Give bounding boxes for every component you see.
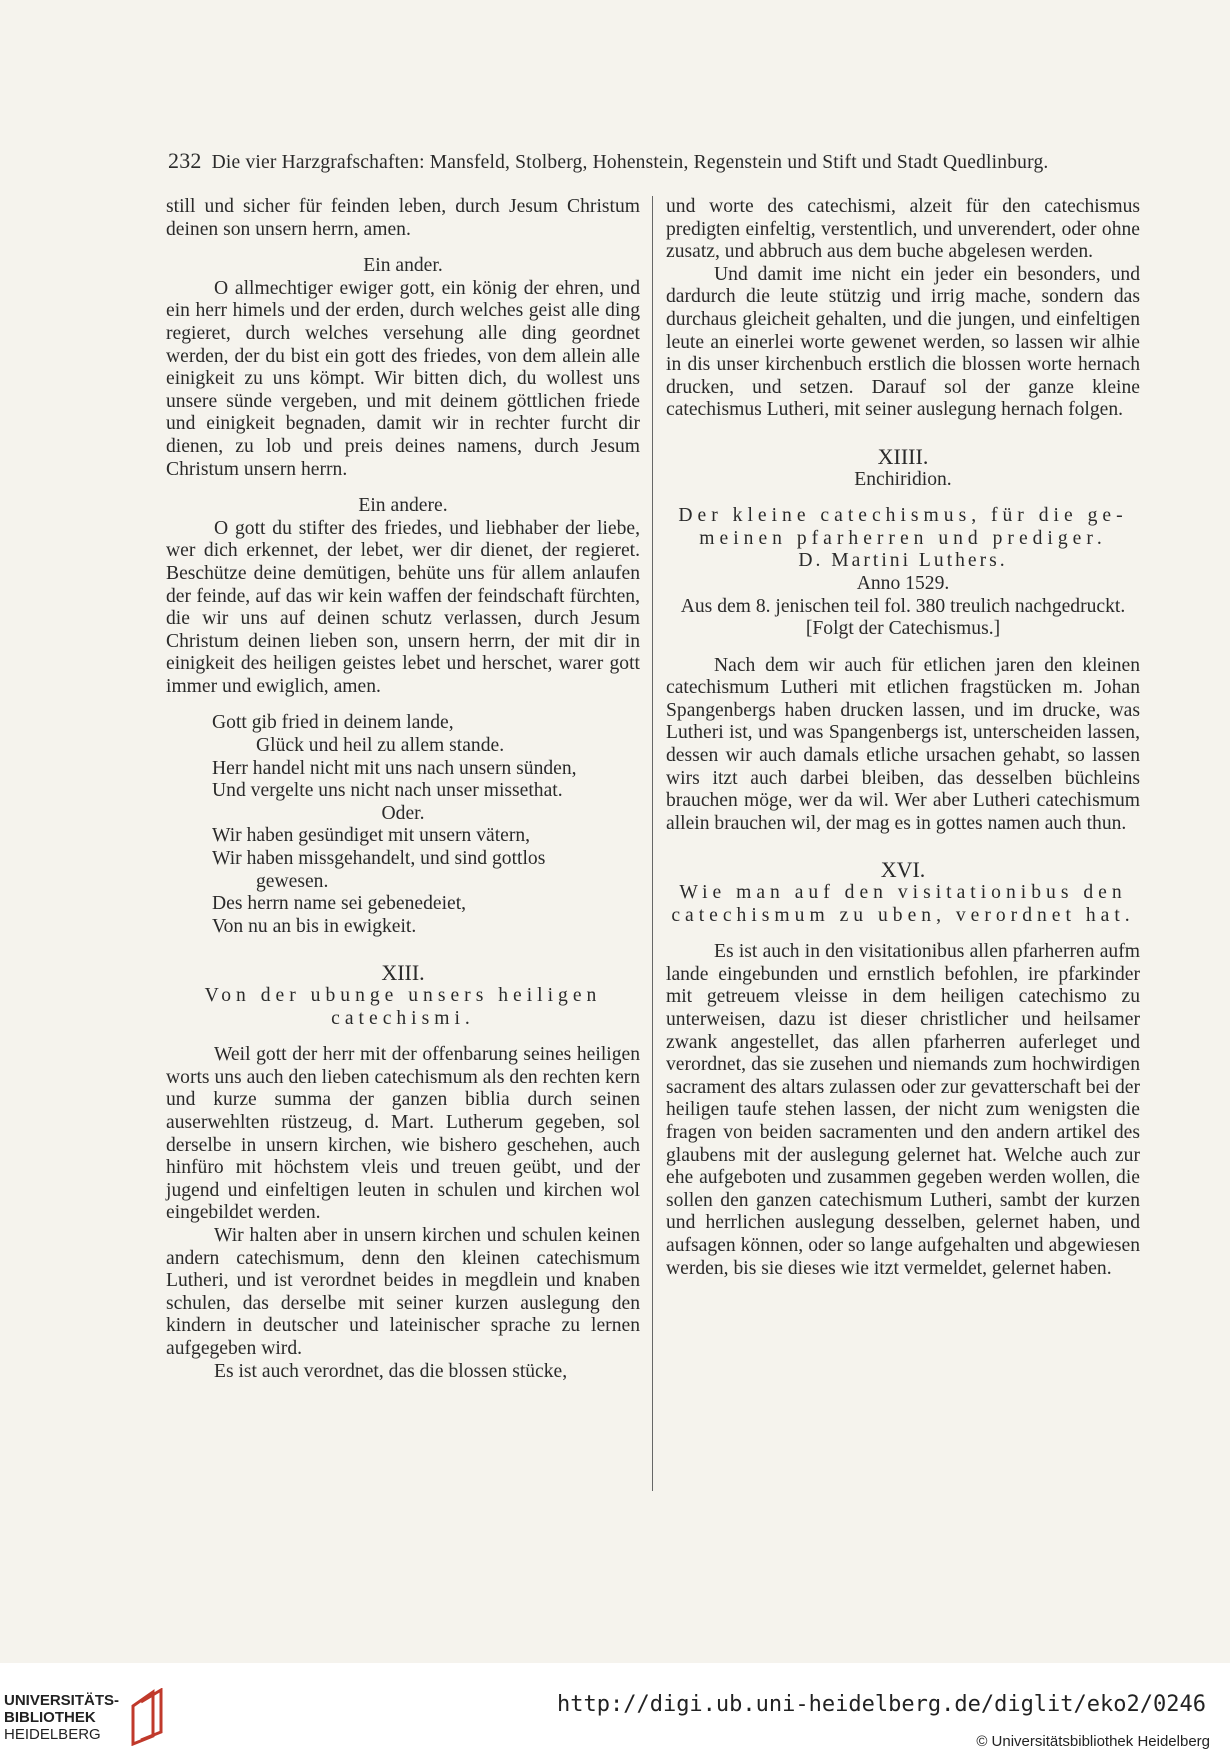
author-line: D. Martini Luthers.: [798, 550, 1008, 572]
paragraph: Es ist auch in den visitationibus allen pfarherren aufm lande eingebunden und ernstlich befohlen, ire pfarkinder mit getreuem vleisse in dem heiligen catechismo zu unterweisen, dazu ist dieser christlicher und heilsamer zwank angestellet, das allen pfarherren auferleget und verordnet, das sie zusehen und niemands zum hochwirdigen sacrament des altars zulassen oder zur gevatterschaft bei der heiligen taufe stehen lassen, der nicht zum wenigsten die fragen von beiden sacramenten und den andern artikel des glaubens mit der auslegung gelernet hat. Welche auch zur ehe aufgeboten und zusammen gegeben werden wollen, die sollen den ganzen catechismum Lutheri, sambt der kurzen und herrlichen auslegung desselben, gelernet haben, und aufsagen können, oder so lange aufgehalten und abgewiesen werden, bis sie dieses wie itzt vermeldet, gelernet haben.: [666, 941, 1140, 1279]
subheading: Ein ander.: [363, 255, 443, 277]
section-title: meinen pfarherren und prediger.: [699, 527, 1107, 549]
verse-line: Des herrn name sei gebenedeiet,: [212, 893, 467, 915]
running-header: [168, 148, 1118, 174]
section-number: XVI.: [880, 857, 926, 883]
subheading: Ein andere.: [358, 495, 448, 517]
running-title: Die vier Harzgrafschaften: Mansfeld, Stolberg, Hohenstein, Regenstein und Stift und Stadt Quedlinburg.: [211, 152, 1049, 173]
logo-line: HEIDELBERG: [4, 1725, 101, 1743]
paragraph: Weil gott der herr mit der offenbarung seines heiligen worts uns auch den lieben catechismum als den rechten kern und kurze summa der ganzen biblia durch seinen auserwehlten rüstzeug, d. Mart. Lutherum gegeben, sol derselbe in unsern kirchen, wie bishero geschehen, auch hinfüro mit höchstem vleis und treuen geübt, und der jugend und einfeltigen leuten in schulen und kirchen wol eingebildet werden.: [166, 1044, 640, 1224]
verse-line: Wir haben gesündiget mit unsern vätern,: [212, 825, 531, 847]
verse-oder: Oder.: [381, 802, 425, 824]
verse-line: Von nu an bis in ewigkeit.: [212, 915, 417, 937]
logo-text: [4, 1692, 119, 1743]
verse-line: Und vergelte uns nicht nach unser missethat.: [212, 780, 563, 802]
section-number: XIII.: [381, 960, 425, 986]
library-emblem-icon: [127, 1688, 169, 1746]
year-line: Anno 1529.: [856, 572, 950, 594]
logo-line: BIBLIOTHEK: [4, 1708, 96, 1726]
left-column: [166, 196, 640, 1383]
page-number: 232: [168, 148, 202, 173]
copyright-notice: © Universitätsbibliothek Heidelberg: [976, 1733, 1210, 1750]
paragraph: und worte des catechismi, alzeit für den catechismus predigten einfeltig, verstentlich, und unverendert, oder ohne zusatz, und abbruch aus dem buche abgelesen werden.: [666, 196, 1140, 263]
verse-line: Wir haben missgehandelt, und sind gottlos: [212, 848, 546, 870]
paragraph: O allmechtiger ewiger gott, ein könig der ehren, und ein herr himels und der erden, durch welches geist alle ding regieret, durch welches versehung alle ding geordnet werden, der du bist ein gott des friedes, von dem allein alle einigkeit zu uns kömpt. Wir bitten dich, du wollest uns unsere sünde vergeben, und mit deinem göttlichen friede und einigkeit begnaden, damit wir in rechter furcht dir dienen, zu lob und preis deines namens, durch Jesum Christum unsern herrn.: [166, 277, 640, 480]
paragraph: still und sicher für feinden leben, durch Jesum Christum deinen son unsern herrn, amen.: [166, 196, 640, 240]
section-title: Der kleine catechismus, für die ge-: [678, 505, 1128, 527]
paragraph: Nach dem wir auch für etlichen jaren den kleinen catechismum Lutheri mit etlichen fragstücken m. Johan Spangenbergs haben drucken lassen, und im drucke, was Lutheri ist, und was Spangenbergs ist, unterscheiden lassen, dessen wir auch damals etliche ursachen gehabt, so lassen wirs itzt auch darbei bleiben, das desselben büchleins brauchen möge, wer da wil. Wer aber Lutheri catechismum allein brauchen wil, der mag es in gottes namen auch thun.: [666, 654, 1140, 834]
paragraph: O gott du stifter des friedes, und liebhaber der liebe, wer dich erkennet, der lebet, wer dir dienet, der regieret. Beschütze deine demütigen, behüte uns für allem anlaufen der feinde, auf das wir kein waffen der feindschaft fürchten, die wir uns auf deinen schutz verlassen, durch Jesum Christum deinen lieben son, unsern herrn, der mit dir in einigkeit des heiligen geistes lebet und herschet, warer gott immer und ewiglich, amen.: [166, 517, 640, 697]
paragraph: Und damit ime nicht ein jeder ein besonders, und dardurch die leute stützig und irrig mache, sondern das durchaus gleicheit gehalten, und die jungen, und einfeltigen leute an einerlei worte gewenet werden, so lassen wir alhie in dis unser kirchenbuch erstlich die blossen worte hernach drucken, und setzen. Darauf sol der ganze kleine catechismus Lutheri, mit seiner auslegung hernach folgen.: [666, 263, 1140, 421]
source-note: Aus dem 8. jenischen teil fol. 380 treulich nachgedruckt.: [680, 595, 1126, 617]
section-number: XIIII.: [877, 443, 929, 469]
editorial-note: [Folgt der Catechismus.]: [805, 618, 1001, 640]
verse-line: Glück und heil zu allem stande.: [256, 735, 505, 757]
section-title: Von der ubunge unsers heiligen: [204, 985, 602, 1006]
logo-line: UNIVERSITÄTS-: [4, 1691, 120, 1709]
verse-line: Herr handel nicht mit uns nach unsern sünden,: [212, 757, 577, 779]
paragraph: Wir halten aber in unsern kirchen und schulen keinen andern catechismum, denn den kleinen catechismum Lutheri, und ist verordnet beides in megdlein und knaben schulen, das derselbe mit seiner kurzen auslegung den kindern in deutscher und lateinischer sprache zu lernen aufgegeben wird.: [166, 1224, 640, 1359]
section-title: catechismi.: [331, 1007, 475, 1029]
verse-line: gewesen.: [256, 870, 329, 892]
verse-line: Gott gib fried in deinem lande,: [212, 712, 454, 734]
section-heading: Enchiridion.: [854, 468, 952, 490]
paragraph: Es ist auch verordnet, das die blossen stücke,: [214, 1360, 568, 1382]
column-divider: [652, 196, 653, 1491]
permalink-url[interactable]: http://digi.ub.uni-heidelberg.de/diglit/eko2/0246: [556, 1692, 1206, 1717]
section-title: catechismum zu uben, verordnet hat.: [671, 904, 1135, 926]
section-title: Wie man auf den visitationibus den: [679, 882, 1127, 904]
right-column: [666, 196, 1140, 1280]
verse-block: [166, 712, 640, 938]
library-logo[interactable]: [4, 1688, 169, 1746]
